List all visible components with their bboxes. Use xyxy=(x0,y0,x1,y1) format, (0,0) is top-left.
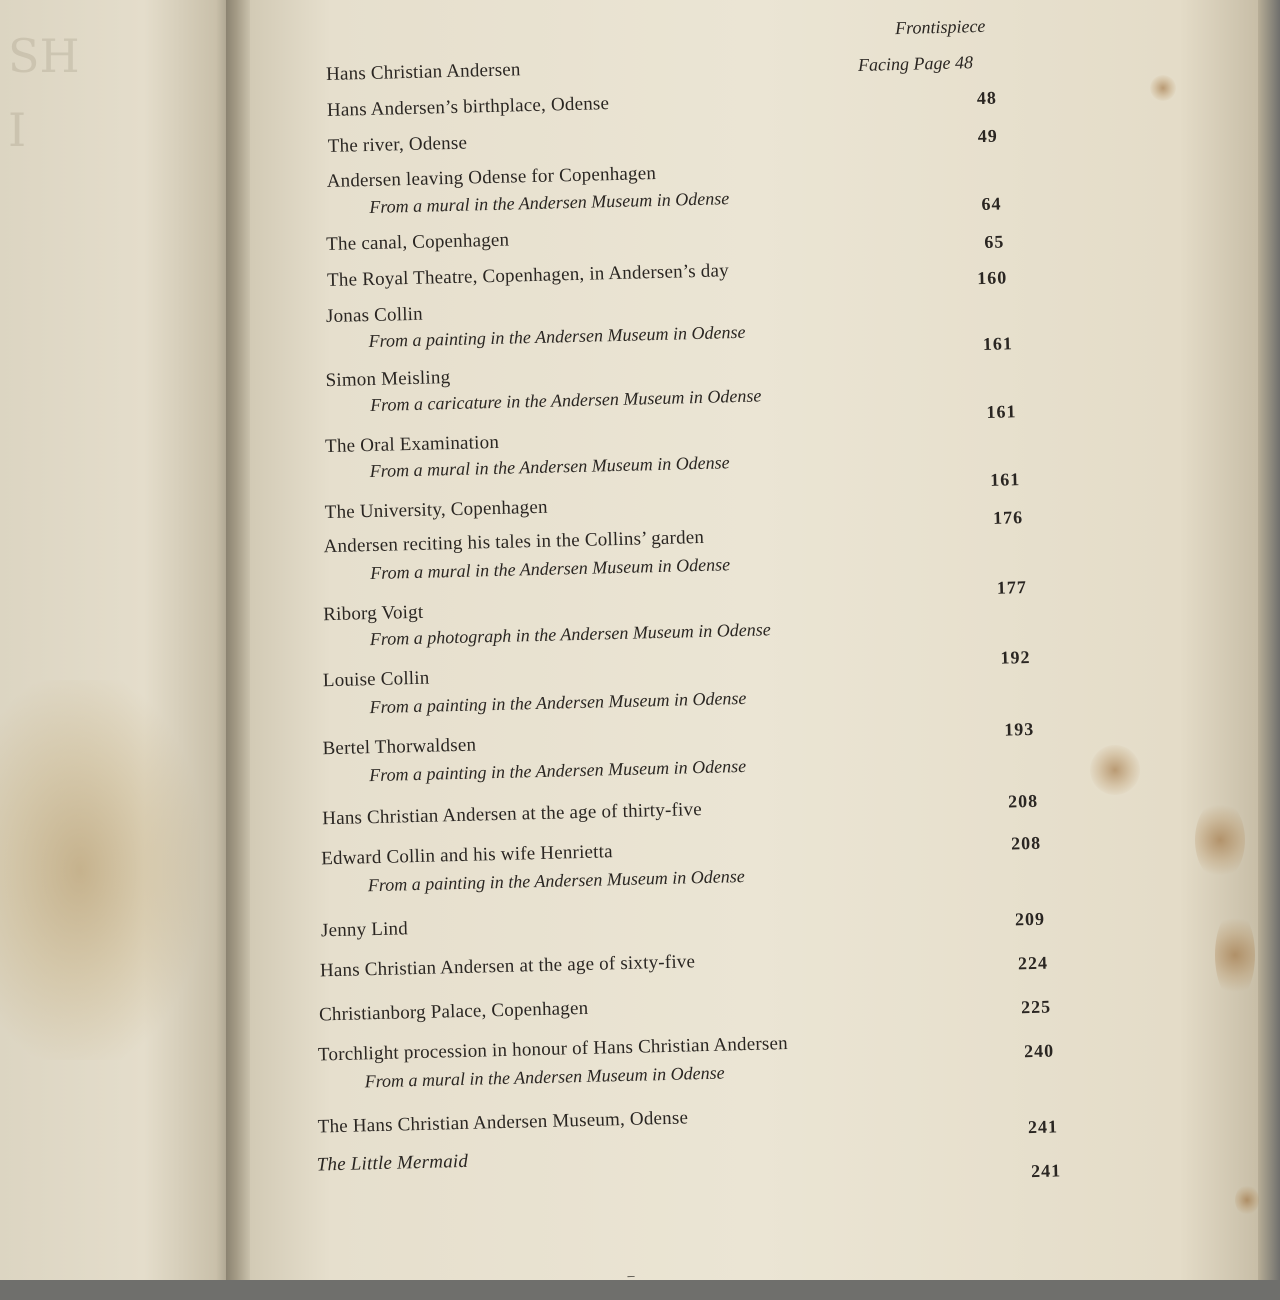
entry-title: The Royal Theatre, Copenhagen, in Andersen’s day xyxy=(326,260,730,292)
entry-page: 241 xyxy=(1030,1160,1062,1182)
entry-credit: From a painting in the Andersen Museum in Odense xyxy=(368,321,746,352)
frontispiece-label: Frontispiece xyxy=(894,15,986,39)
entry-page: 224 xyxy=(1017,952,1049,974)
entry-credit: From a painting in the Andersen Museum in Odense xyxy=(368,755,747,786)
entry-credit: From a mural in the Andersen Museum in Odense xyxy=(369,452,730,482)
entry-title: The Little Mermaid xyxy=(316,1150,469,1176)
entry-page: 161 xyxy=(982,333,1014,355)
entry-title: Hans Andersen’s birthplace, Odense xyxy=(326,93,610,121)
entry-page: 49 xyxy=(977,125,999,147)
entry-credit: From a mural in the Andersen Museum in Odense xyxy=(369,188,730,217)
entry-page: 192 xyxy=(1000,646,1031,668)
entry-page: 209 xyxy=(1014,908,1046,930)
entry-page: 193 xyxy=(1004,718,1035,740)
entry-title: Christianborg Palace, Copenhagen xyxy=(318,997,589,1026)
entry-credit: From a mural in the Andersen Museum in Odense xyxy=(364,1062,725,1092)
entry-title: The river, Odense xyxy=(327,132,468,157)
entry-page: 240 xyxy=(1023,1040,1055,1062)
entry-title: Hans Christian Andersen at the age of thirty-five xyxy=(322,799,703,830)
entry-credit: From a mural in the Andersen Museum in Odense xyxy=(370,554,731,584)
entry-page: 208 xyxy=(1010,832,1042,854)
entry-page: 177 xyxy=(996,577,1028,598)
entry-title: Andersen leaving Odense for Copenhagen xyxy=(326,162,657,193)
entry-credit: From a caricature in the Andersen Museum in Odense xyxy=(369,385,762,416)
entry-page: 241 xyxy=(1027,1116,1059,1138)
entry-title: Torchlight procession in honour of Hans Christian Andersen xyxy=(317,1033,789,1066)
entry-page: 176 xyxy=(992,507,1024,528)
folio-fragment: – xyxy=(627,1268,635,1284)
entry-credit: From a painting in the Andersen Museum in Odense xyxy=(367,866,746,896)
entry-title: Simon Meisling xyxy=(325,367,451,392)
entry-title: Jonas Collin xyxy=(325,303,424,328)
entry-title: Louise Collin xyxy=(322,667,430,692)
entry-page: 65 xyxy=(984,231,1005,252)
heading-fragment xyxy=(529,0,640,12)
entry-title: Hans Christian Andersen xyxy=(325,59,521,85)
entry-title: Edward Collin and his wife Henrietta xyxy=(320,841,614,870)
entry-page: 161 xyxy=(986,401,1017,422)
entry-page: 208 xyxy=(1007,790,1039,812)
entry-title: Jenny Lind xyxy=(320,918,409,942)
entry-page: 160 xyxy=(977,267,1008,289)
entry-page: 48 xyxy=(976,87,998,109)
entry-title: The University, Copenhagen xyxy=(324,496,548,524)
entry-title: Andersen reciting his tales in the Collins’ garden xyxy=(323,526,705,558)
entry-title: The canal, Copenhagen xyxy=(325,229,510,256)
entry-title: Riborg Voigt xyxy=(323,601,424,626)
entry-credit: From a painting in the Andersen Museum in Odense xyxy=(369,687,747,718)
entry-title: The Hans Christian Andersen Museum, Odense xyxy=(317,1107,689,1138)
facing-page-label: Facing Page 48 xyxy=(857,52,974,75)
entry-title: The Oral Examination xyxy=(324,431,500,458)
entry-title: Hans Christian Andersen at the age of sixty-five xyxy=(319,951,696,982)
entry-title: Bertel Thorwaldsen xyxy=(322,734,477,760)
entry-page: 64 xyxy=(981,193,1002,215)
show-through-text: SH I xyxy=(8,29,80,157)
entry-page: 225 xyxy=(1020,996,1052,1018)
entry-credit: From a photograph in the Andersen Museum in Odense xyxy=(369,619,771,650)
entry-page: 161 xyxy=(989,469,1021,490)
